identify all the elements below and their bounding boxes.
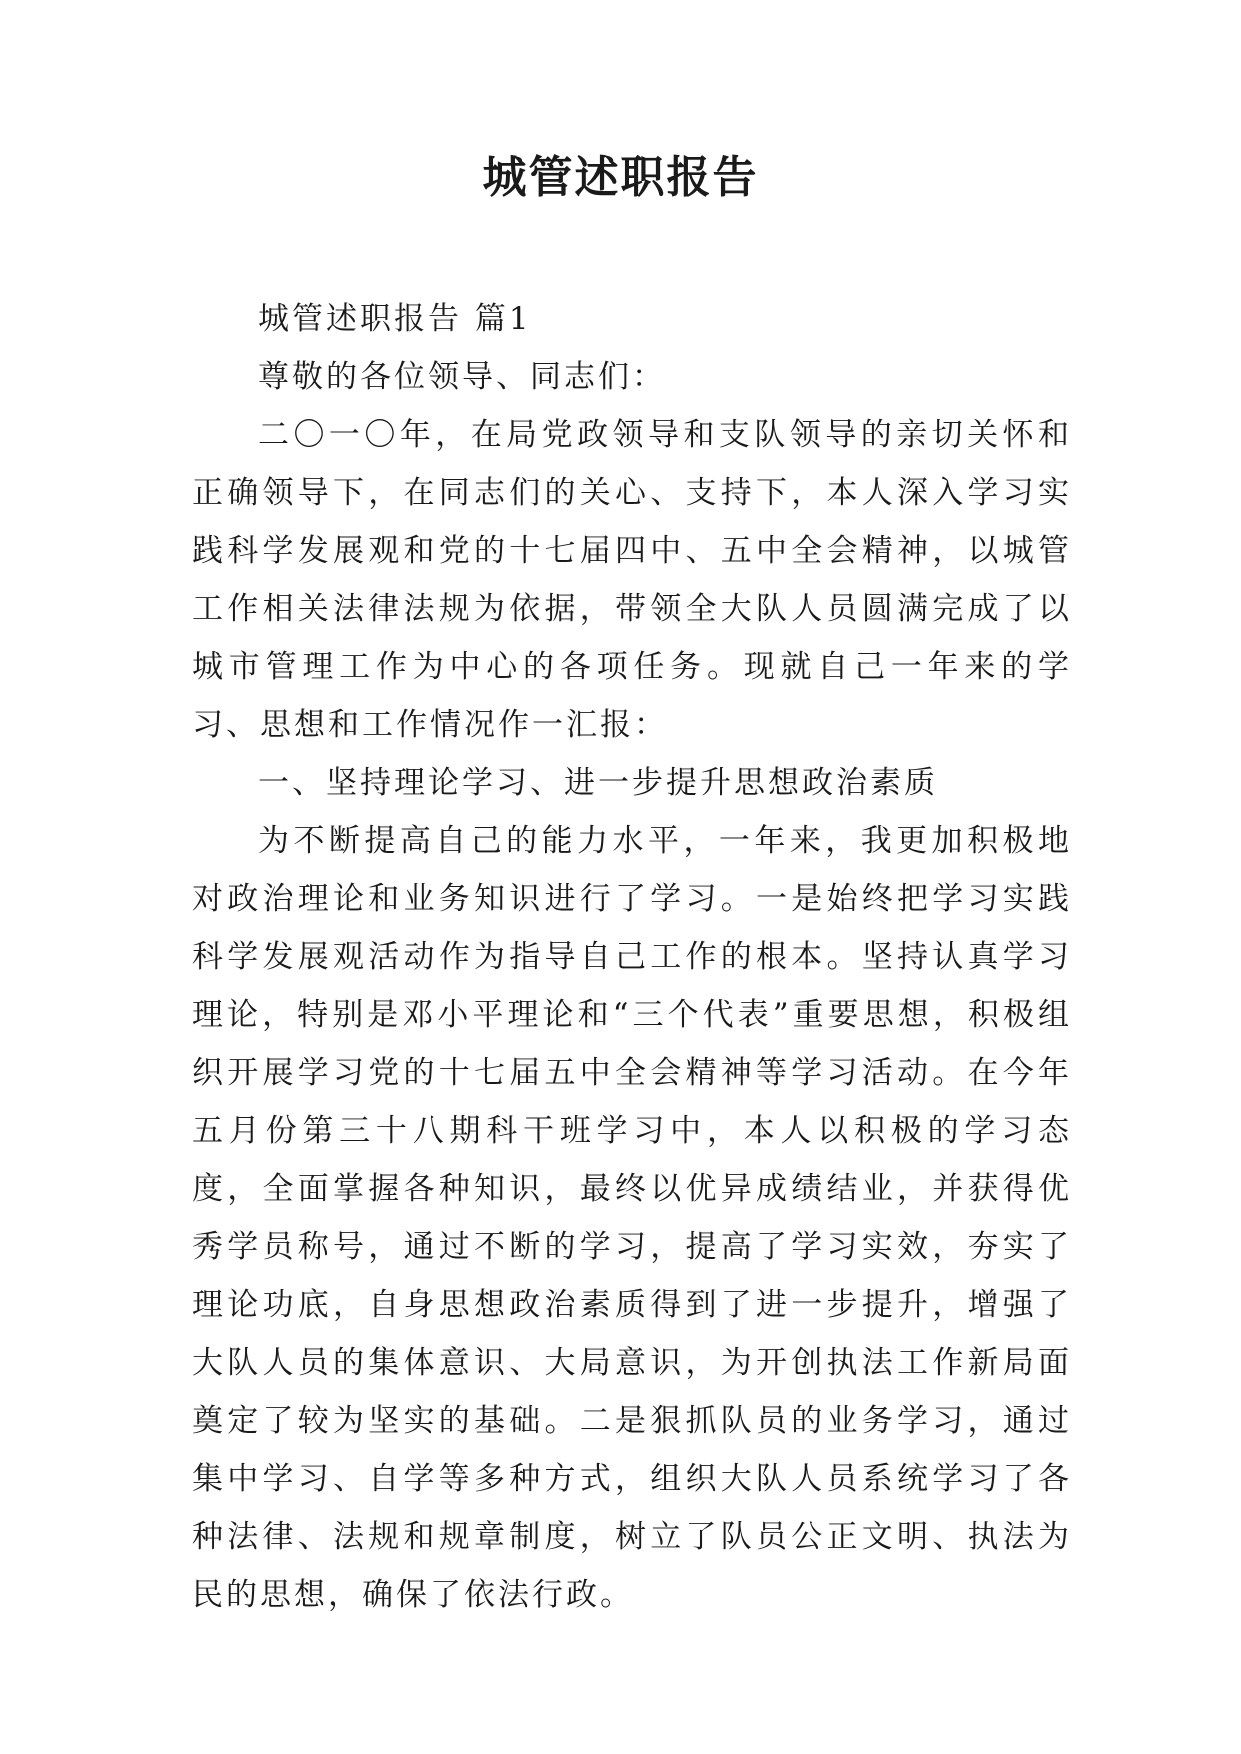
section-heading: 城管述职报告 篇1 [258, 301, 532, 337]
body-paragraph: 为不断提高自己的能力水平，一年来，我更加积极地对政治理论和业务知识进行了学习。一是始终把学习实践科学发展观活动作为指导自己工作的根本。坚持认真学习理论，特别是邓小平理论和“三个代表”重要思想，积极组织开展学习党的十七届五中全会精神等学习活动。在今年五月份第三十八期科干班学习中，本人以积极的学习态度，全面掌握各种知识，最终以优异成绩结业，并获得优秀学员称号，通过不断的学习，提高了学习实效，夯实了理论功底，自身思想政治素质得到了进一步提升，增强了大队人员的集体意识、大局意识，为开创执法工作新局面奠定了较为坚实的基础。二是狠抓队员的业务学习，通过集中学习、自学等多种方式，组织大队人员系统学习了各种法律、法规和规章制度，树立了队员公正文明、执法为民的思想，确保了依法行政。 [192, 823, 1072, 1613]
body-paragraph: 二〇一〇年，在局党政领导和支队领导的亲切关怀和正确领导下，在同志们的关心、支持下，本人深入学习实践科学发展观和党的十七届四中、五中全会精神，以城管工作相关法律法规为依据，带领全大队人员圆满完成了以城市管理工作为中心的各项任务。现就自己一年来的学习、思想和工作情况作一汇报： [192, 417, 1072, 743]
salutation: 尊敬的各位领导、同志们： [258, 359, 666, 395]
document-body [192, 290, 1072, 1624]
subsection-heading: 一、坚持理论学习、进一步提升思想政治素质 [258, 765, 938, 801]
document-title: 城管述职报告 [482, 152, 759, 203]
